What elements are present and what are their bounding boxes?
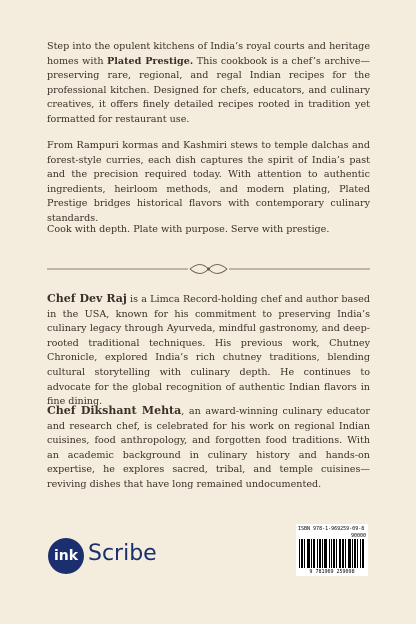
barcode-bar [308,539,309,568]
author-bio-dikshant-mehta [47,404,370,493]
barcode-bar [340,539,341,568]
author-name-2: Chef Dikshant Mehta [47,404,182,417]
publisher-name: Scribe [88,541,157,566]
barcode-bar [339,539,340,568]
barcode-bar [345,539,346,568]
barcode-bars [299,539,365,568]
ink-logo-icon: ink [48,538,84,574]
barcode-bar [355,539,356,568]
author-bio-dev-raj [47,292,370,410]
barcode-bar [336,539,337,568]
author-bio-1: is a Limca Record-holding chef and author based in the USA, known for his commitment to preserving India’s culinary legacy through Ayurveda, mindful gastronomy, and deep-rooted traditional techniques. His previous work, Chutney Chronicle, explored India’s rich chutney traditions, blending cultural storytelling with culinary depth. He continues to advocate for the global recognition of authentic Indian flavors in fine dining. [47,294,370,408]
barcode-bar [357,539,358,568]
book-title: Plated Prestige. [107,55,194,67]
blurb-paragraph-1 [47,40,370,128]
barcode-digits: 9 781969 259098 [309,569,355,575]
publisher-logo [48,536,178,576]
barcode-bar [326,539,327,568]
barcode-bar [309,539,310,568]
barcode-bar [314,539,315,568]
barcode-bar [325,539,326,568]
ornament-divider [47,262,370,276]
blurb-paragraph-2 [47,139,370,227]
blurb-p1-rest: This cookbook is a chef’s archive—preserving rare, regional, and regal Indian recipes for the professional kitchen. Designed for chefs, educators, and culinary creatives, it offers finely detailed recipes rooted in tradition yet formatted for restaurant use. [47,55,371,125]
barcode-bar [331,539,332,568]
barcode-bar [349,539,350,568]
author-name-1: Chef Dev Raj [47,292,127,305]
barcode-bar [324,539,325,568]
barcode-bar [311,539,312,568]
barcode-bar [301,539,302,568]
barcode-bar [342,539,343,568]
barcode-bar [329,539,330,568]
barcode-bar [304,539,305,568]
tagline [47,223,370,238]
barcode-bar [334,539,335,568]
author-bio-2: , an award-winning culinary educator and research chef, is celebrated for his work on regional Indian cuisines, food anthropology, and forgotten food traditions. With an academic background in culinary history and hands-on expertise, he explores sacred, tribal, and temple cuisines—reviving dishes that have long remained undocumented. [47,406,370,490]
barcode-bar [317,539,318,568]
barcode-bar [313,539,314,568]
barcode-bar [299,539,300,568]
barcode-bar [360,539,361,568]
barcode-bar [307,539,308,568]
barcode-bar [354,539,355,568]
barcode-bar [333,539,334,568]
barcode-bar [362,539,363,568]
barcode-bar [320,539,321,568]
barcode-bar [343,539,344,568]
barcode-bar [319,539,320,568]
price-code: 90000 [350,533,366,539]
barcode-bar [352,539,353,568]
barcode-bar [350,539,351,568]
blurb-p1-lead: Step into the opulent kitchens of India’s royal courts and heritage homes with [47,41,370,67]
isbn-barcode [296,524,368,576]
tagline-text: Cook with depth. Plate with purpose. Serve with prestige. [47,224,330,235]
isbn-number: ISBN 978-1-969259-09-8 [298,526,365,532]
barcode-bar [363,539,364,568]
barcode-bar [348,539,349,568]
blurb-p2-text: From Rampuri kormas and Kashmiri stews to temple dalchas and forest-style curries, each dish captures the spirit of India’s past and the precision required today. With attention to authentic ingredients, heirloom methods, and modern plating, Plated Prestige bridges historical flavors with contemporary culinary standards. [47,140,370,224]
barcode-bar [322,539,323,568]
barcode-bar [302,539,303,568]
